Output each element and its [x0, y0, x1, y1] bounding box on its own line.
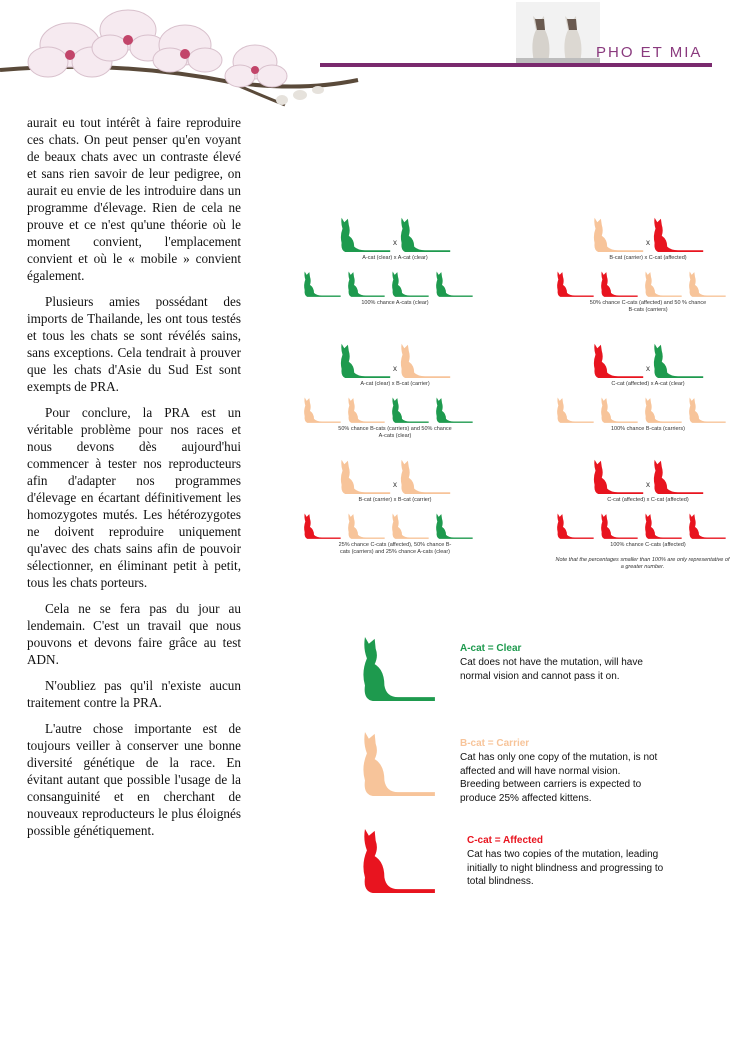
brand-title: PHO ET MIA [596, 44, 703, 61]
cat-carrier-icon [591, 216, 645, 252]
cross-symbol: x [646, 480, 650, 489]
cat-carrier-icon [643, 270, 683, 297]
legend-description-carrier: Cat has only one copy of the mutation, is not affected and will have normal vision. Breeding between carriers is expected to produce 25% affected kittens. [460, 752, 658, 804]
cat-affected-icon [591, 342, 645, 378]
cross-result-label: 50% chance C-cats (affected) and 50 % chance B-cats (carriers) [589, 300, 707, 313]
cross-symbol: x [393, 238, 397, 247]
cross-parents-label: A-cat (clear) x A-cat (clear) [362, 255, 428, 261]
cat-clear-icon [434, 270, 474, 297]
cross-parents-label: B-cat (carrier) x C-cat (affected) [609, 255, 687, 261]
cat-affected-icon [555, 270, 595, 297]
cat-carrier-icon [346, 396, 386, 423]
cat-carrier-icon [346, 512, 386, 539]
paragraph: Cela ne se fera pas du jour au lendemain. C'est un travail que nous pouvons et devons faire grâce au test ADN. [27, 601, 241, 667]
cross-result-label: 100% chance C-cats (affected) [610, 542, 686, 548]
paragraph: L'autre chose importante est de toujours veiller à conserver une bonne diversité génétique de la race. En évitant autant que possible l'usage de la consanguinité et en cherchant de nouveaux reproducteurs le plus éloignés possible génétiquement. [27, 721, 241, 838]
cat-affected-icon [643, 512, 683, 539]
cat-carrier-icon [599, 396, 639, 423]
cat-clear-icon [338, 216, 392, 252]
cat-carrier-icon [555, 396, 595, 423]
cat-clear-icon [390, 270, 430, 297]
legend-title-carrier: B-cat = Carrier [460, 738, 530, 749]
legend-description-affected: Cat has two copies of the mutation, leading initially to night blindness and progressing to total blindness. [467, 849, 664, 887]
cat-clear-icon [338, 342, 392, 378]
paragraph: Pour conclure, la PRA est un véritable problème pour nos races et nous devons dès aujourd'hui commencer à tester nos reproducteurs afin d'adapter nos programmes d'élevage en écartant définitivement les homozygotes mutés. Les hétérozygotes ne doivent reproduire uniquement qu'avec des chats sains afin de pouvoir sélectionner, en éliminant petit à petit, tous les chats porteurs. [27, 405, 241, 590]
cat-carrier-icon [398, 458, 452, 494]
cat-affected-icon [591, 458, 645, 494]
cat-carrier-icon [302, 396, 342, 423]
cat-affected-icon [687, 512, 727, 539]
cross-symbol: x [646, 364, 650, 373]
cat-affected-icon [555, 512, 595, 539]
cross-symbol: x [646, 238, 650, 247]
cat-affected-icon [651, 458, 705, 494]
article-text [27, 114, 241, 848]
cat-clear-icon [390, 396, 430, 423]
cat-affected-icon [599, 270, 639, 297]
percentage-note: Note that the percentages smaller than 100% are only representative of a greater number. [555, 557, 730, 570]
legend-title-affected: C-cat = Affected [467, 835, 544, 846]
paragraph: aurait eu tout intérêt à faire reproduire ces chats. On peut penser qu'en voyant de beaux chats avec un contraste élevé et sans rien savoir de leur pedigree, on aurait eu envie de les introduire dans un programme d'élevage. Rien de cela ne prouve et ce n'est qu'une théorie où le moment convient, l'emplacement convient et où le « mobile » convient également. [27, 115, 241, 283]
cat-affected-icon [651, 216, 705, 252]
cat-affected-icon [302, 512, 342, 539]
cat-affected-icon [599, 512, 639, 539]
legend-title-clear: A-cat = Clear [460, 643, 522, 654]
cat-clear-icon [398, 216, 452, 252]
cross-parents-label: B-cat (carrier) x B-cat (carrier) [358, 497, 432, 503]
legend-cat-affected-icon [358, 827, 438, 895]
cat-clear-icon [346, 270, 386, 297]
cat-carrier-icon [687, 270, 727, 297]
cross-parents-label: C-cat (affected) x C-cat (affected) [607, 497, 689, 503]
cross-result-label: 100% chance A-cats (clear) [361, 300, 429, 306]
cross-parents-label: C-cat (affected) x A-cat (clear) [611, 381, 685, 387]
cross-symbol: x [393, 364, 397, 373]
legend-cat-carrier-icon [358, 730, 438, 798]
cat-carrier-icon [390, 512, 430, 539]
cat-carrier-icon [687, 396, 727, 423]
cat-carrier-icon [643, 396, 683, 423]
cat-carrier-icon [398, 342, 452, 378]
cat-clear-icon [434, 512, 474, 539]
cross-symbol: x [393, 480, 397, 489]
cat-clear-icon [434, 396, 474, 423]
cat-carrier-icon [338, 458, 392, 494]
cross-result-label: 100% chance B-cats (carriers) [611, 426, 685, 432]
legend-cat-clear-icon [358, 635, 438, 703]
cross-result-label: 50% chance B-cats (carriers) and 50% chance A-cats (clear) [338, 426, 452, 439]
cat-clear-icon [651, 342, 705, 378]
cross-result-label: 25% chance C-cats (affected), 50% chance B-cats (carriers) and 25% chance A-cats (clear) [338, 542, 452, 555]
cat-clear-icon [302, 270, 342, 297]
cross-parents-label: A-cat (clear) x B-cat (carrier) [360, 381, 430, 387]
header-rule [320, 63, 712, 67]
paragraph: N'oubliez pas qu'il n'existe aucun traitement contre la PRA. [27, 678, 241, 710]
paragraph: Plusieurs amies possédant des imports de Thailande, les ont tous testés et tous les chats se sont révélés sains, sans exceptions. Cela tendrait à prouver que les chats d'Asie du Sud Est sont exempts de PRA. [27, 294, 241, 394]
orchid-flowers-icon [0, 0, 360, 115]
siamese-cats-photo-icon [516, 2, 600, 64]
legend-description-clear: Cat does not have the mutation, will have normal vision and cannot pass it on. [460, 657, 643, 682]
